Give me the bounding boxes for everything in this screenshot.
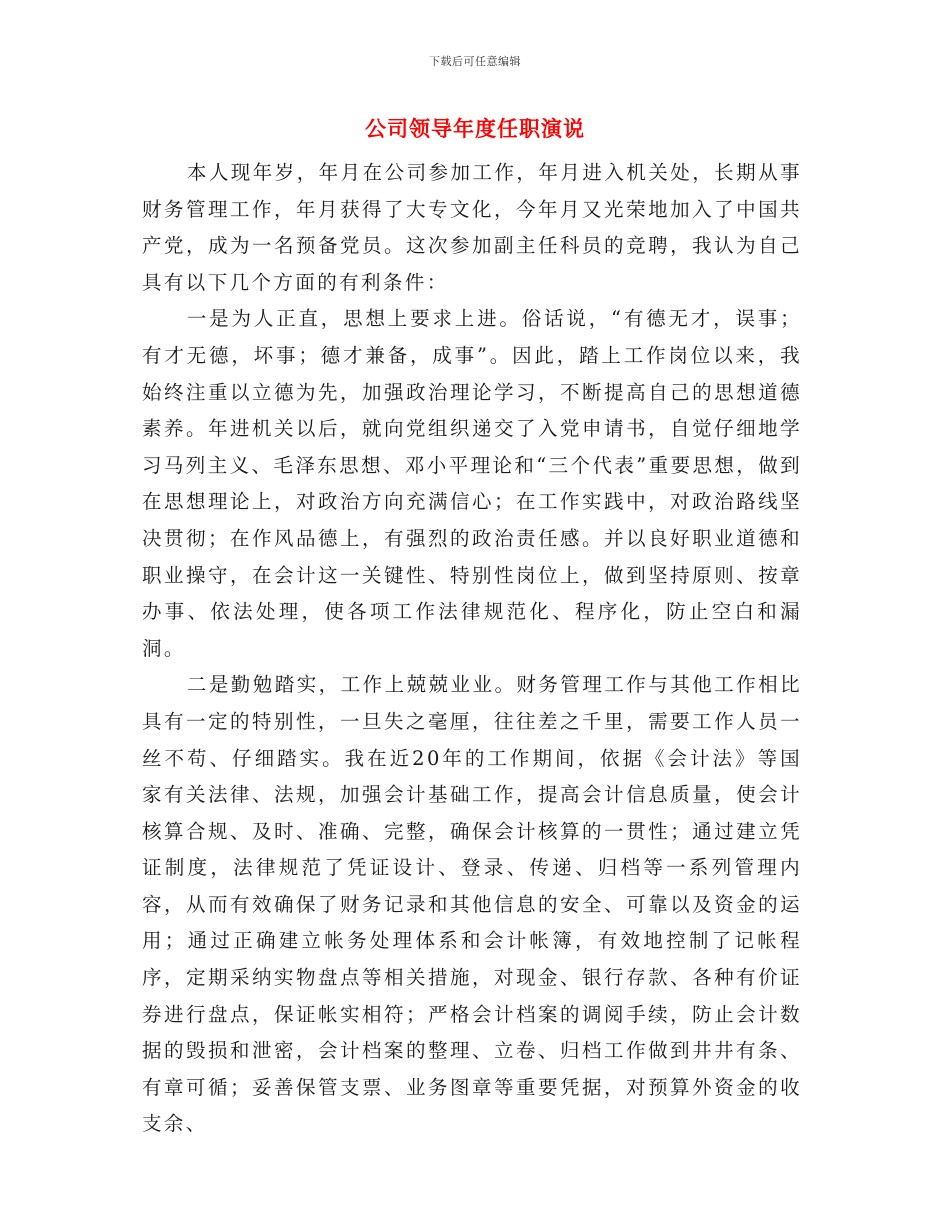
document-title: 公司领导年度任职演说 <box>365 116 585 141</box>
paragraph-intro: 本人现年岁，年月在公司参加工作，年月进入机关处，长期从事财务管理工作，年月获得了大专文化，今年月又光荣地加入了中国共产党，成为一名预备党员。这次参加副主任科员的竞聘，我认为自己具有以下几个方面的有利条件： <box>142 161 802 294</box>
paragraph-point-one: 一是为人正直，思想上要求上进。俗话说，“有德无才，误事；有才无德，坏事；德才兼备，成事”。因此，踏上工作岗位以来，我始终注重以立德为先，加强政治理论学习，不断提高自己的思想道德素养。年进机关以后，就向党组织递交了入党申请书，自觉仔细地学习马列主义、毛泽东思想、邓小平理论和“三个代表”重要思想，做到在思想理论上，对政治方向充满信心；在工作实践中，对政治路线坚决贯彻；在作风品德上，有强烈的政治责任感。并以良好职业道德和职业操守，在会计这一关键性、特别性岗位上，做到坚持原则、按章办事、依法处理，使各项工作法律规范化、程序化，防止空白和漏洞。 <box>142 307 802 660</box>
page-header-note: 下载后可任意编辑 <box>429 55 521 68</box>
document-body <box>142 155 802 1143</box>
paragraph-point-two: 二是勤勉踏实，工作上兢兢业业。财务管理工作与其他工作相比具有一定的特别性，一旦失之毫厘，往往差之千里，需要工作人员一丝不苟、仔细踏实。我在近20年的工作期间，依据《会计法》等国家有关法律、法规，加强会计基础工作，提高会计信息质量，使会计核算合规、及时、准确、完整，确保会计核算的一贯性；通过建立凭证制度，法律规范了凭证设计、登录、传递、归档等一系列管理内容，从而有效确保了财务记录和其他信息的安全、可靠以及资金的运用；通过正确建立帐务处理体系和会计帐簿，有效地控制了记帐程序，定期采纳实物盘点等相关措施，对现金、银行存款、各种有价证券进行盘点，保证帐实相符；严格会计档案的调阅手续，防止会计数据的毁损和泄密，会计档案的整理、立卷、归档工作做到井井有条、有章可循；妥善保管支票、业务图章等重要凭据，对预算外资金的收支余、 <box>142 673 802 1136</box>
